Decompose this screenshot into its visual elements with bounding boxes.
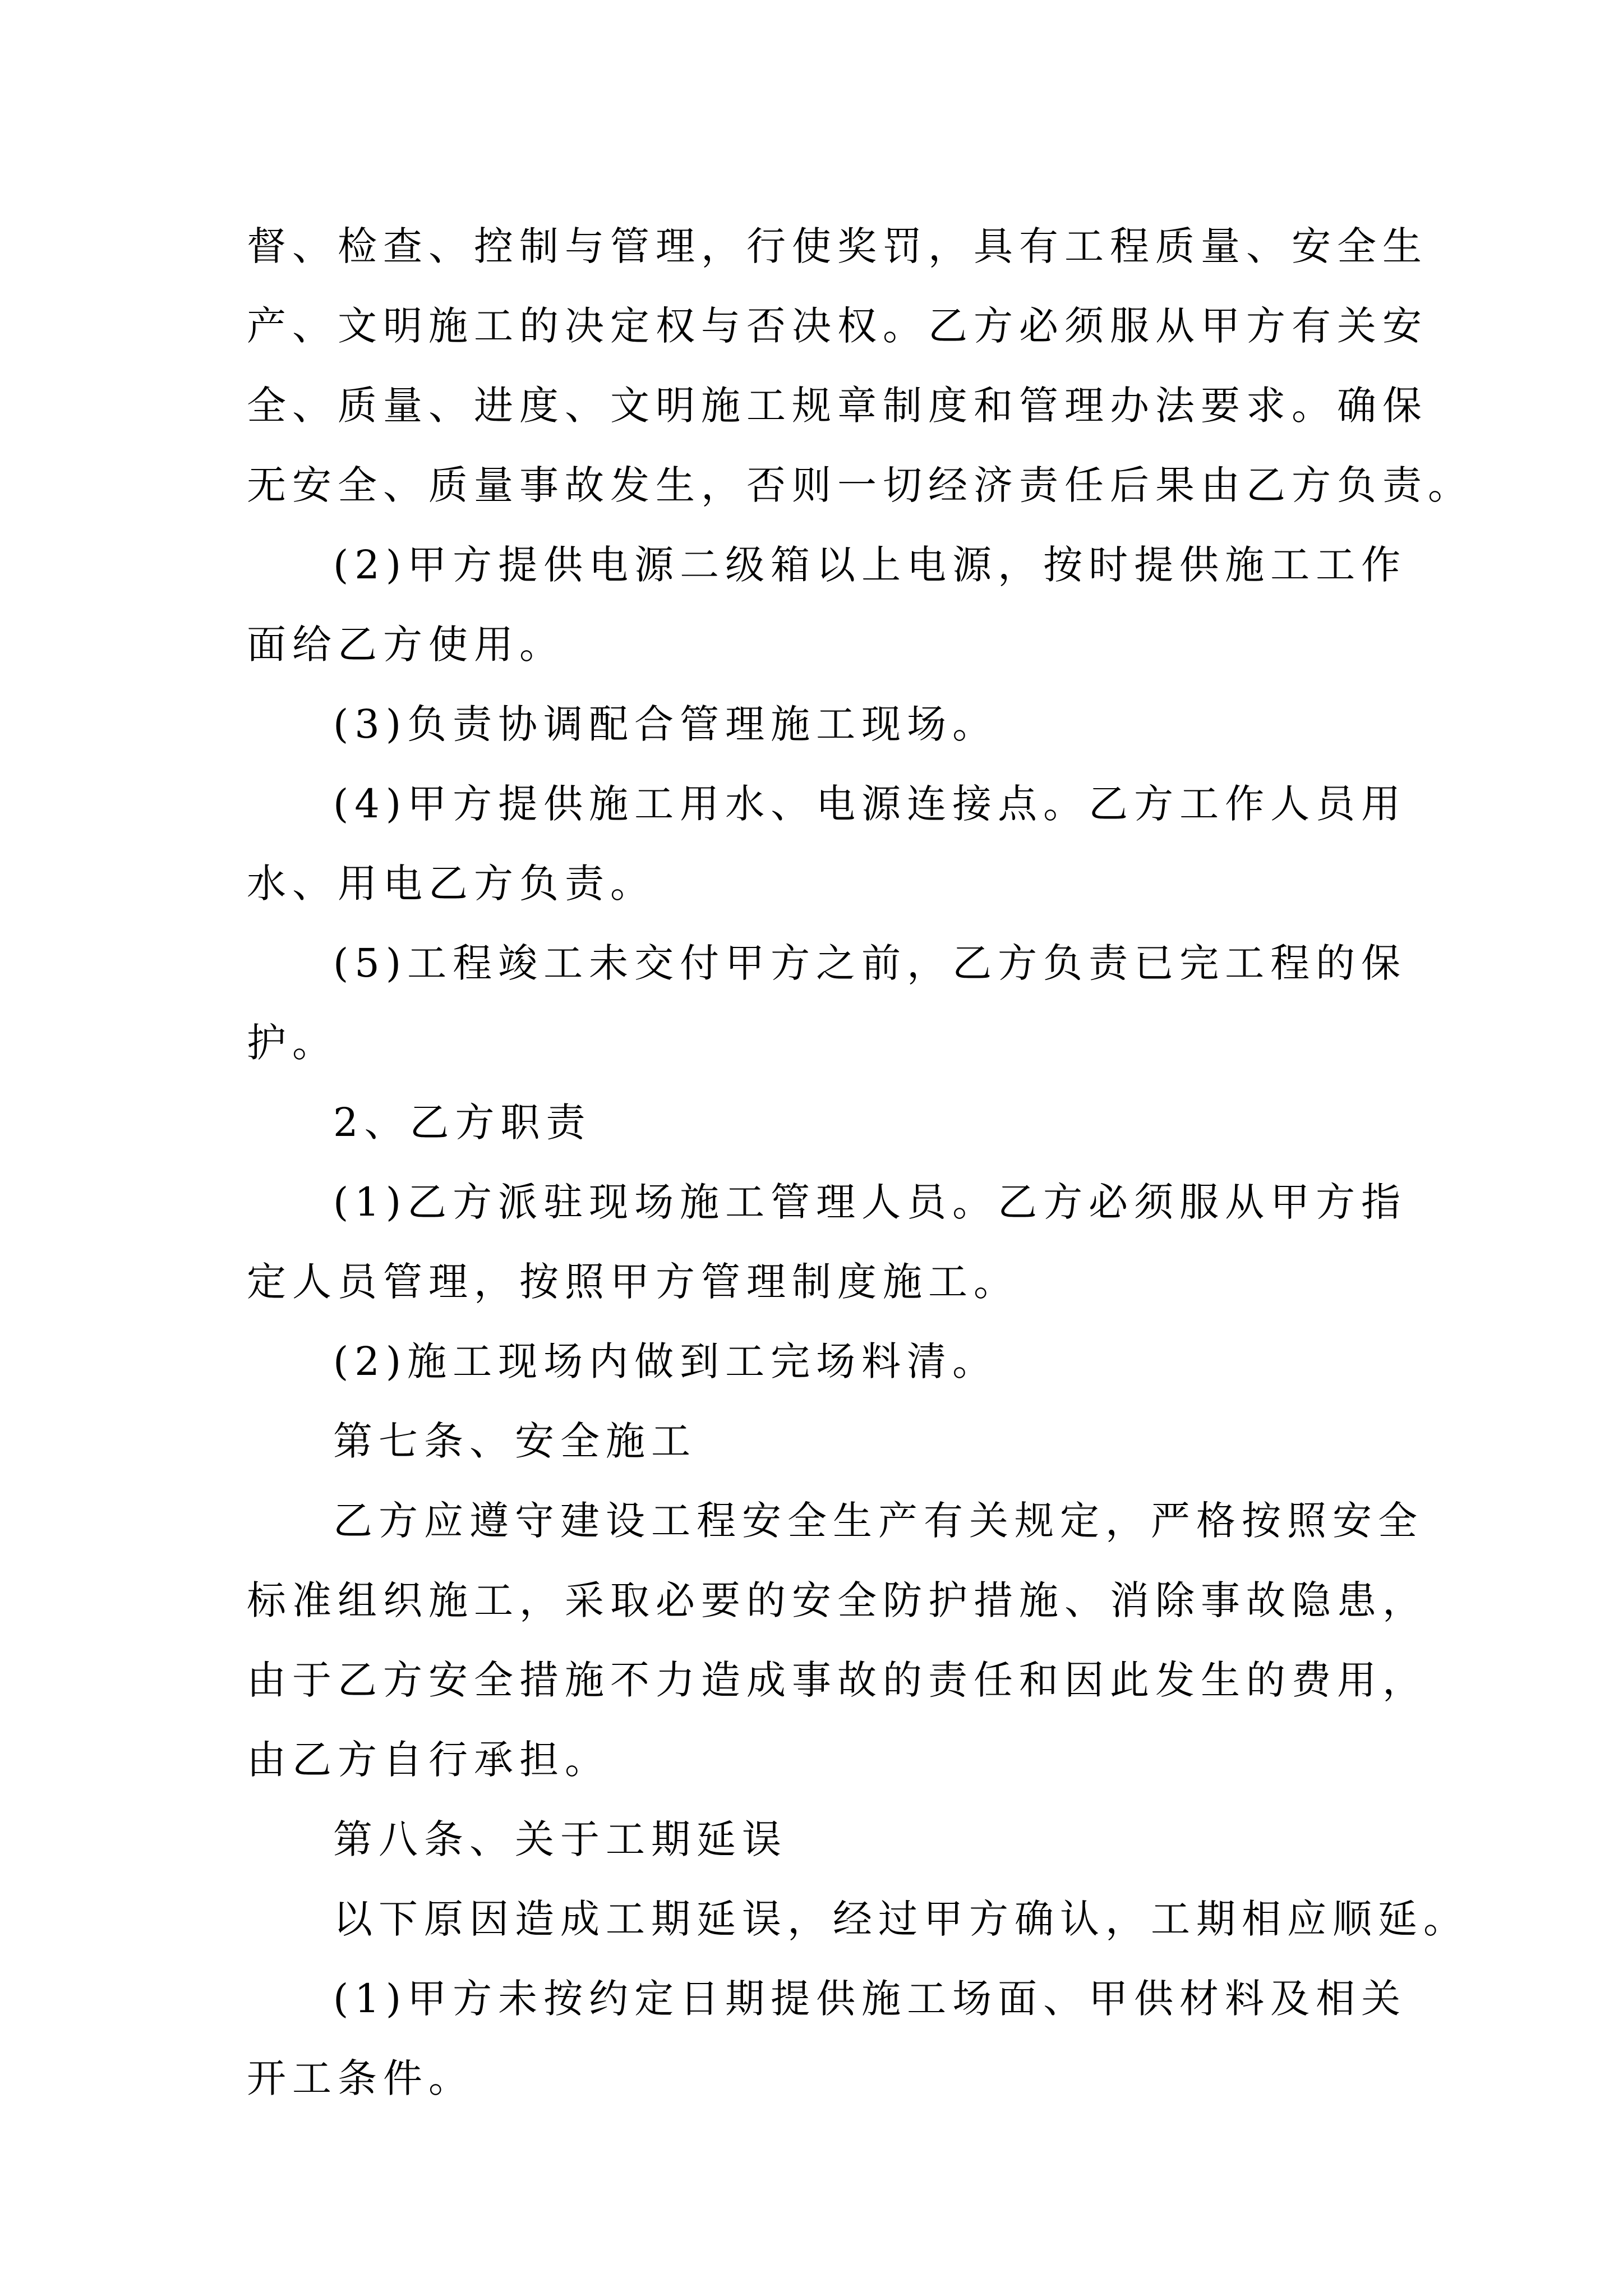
- article-heading: 第七条、安全施工: [333, 1418, 697, 1464]
- text-line: (2)甲方提供电源二级箱以上电源，按时提供施工工作: [333, 542, 1407, 588]
- document-body: [247, 206, 1473, 2118]
- text-line: (4)甲方提供施工用水、电源连接点。乙方工作人员用: [333, 781, 1407, 827]
- text-line: (3)负责协调配合管理施工现场。: [333, 701, 998, 747]
- text-line: 由于乙方安全措施不力造成事故的责任和因此发生的费用，: [247, 1657, 1428, 1703]
- text-line: 标准组织施工，采取必要的安全防护措施、消除事故隐患，: [247, 1577, 1428, 1623]
- text-line: (5)工程竣工未交付甲方之前，乙方负责已完工程的保: [333, 940, 1407, 986]
- text-line: 水、用电乙方负责。: [247, 861, 656, 907]
- text-line: 面给乙方使用。: [247, 622, 565, 668]
- text-line: 督、检查、控制与管理，行使奖罚，具有工程质量、安全生: [247, 223, 1428, 269]
- text-line: (1)乙方派驻现场施工管理人员。乙方必须服从甲方指: [333, 1179, 1407, 1225]
- text-line: 由乙方自行承担。: [247, 1737, 610, 1783]
- text-line: 全、质量、进度、文明施工规章制度和管理办法要求。确保: [247, 383, 1428, 429]
- text-line: 产、文明施工的决定权与否决权。乙方必须服从甲方有关安: [247, 303, 1428, 349]
- article-heading: 第八条、关于工期延误: [333, 1816, 787, 1862]
- text-line: 护。: [247, 1020, 338, 1066]
- text-line: 开工条件。: [247, 2055, 474, 2101]
- text-line: (2)施工现场内做到工完场料清。: [333, 1338, 998, 1384]
- text-line: 定人员管理，按照甲方管理制度施工。: [247, 1259, 1019, 1305]
- text-line: (1)甲方未按约定日期提供施工场面、甲供材料及相关: [333, 1976, 1407, 2022]
- text-line: 以下原因造成工期延误，经过甲方确认，工期相应顺延。: [333, 1896, 1469, 1942]
- section-heading: 2、乙方职责: [333, 1099, 592, 1145]
- text-line: 乙方应遵守建设工程安全生产有关规定，严格按照安全: [333, 1498, 1423, 1544]
- text-line: 无安全、质量事故发生，否则一切经济责任后果由乙方负责。: [247, 462, 1473, 508]
